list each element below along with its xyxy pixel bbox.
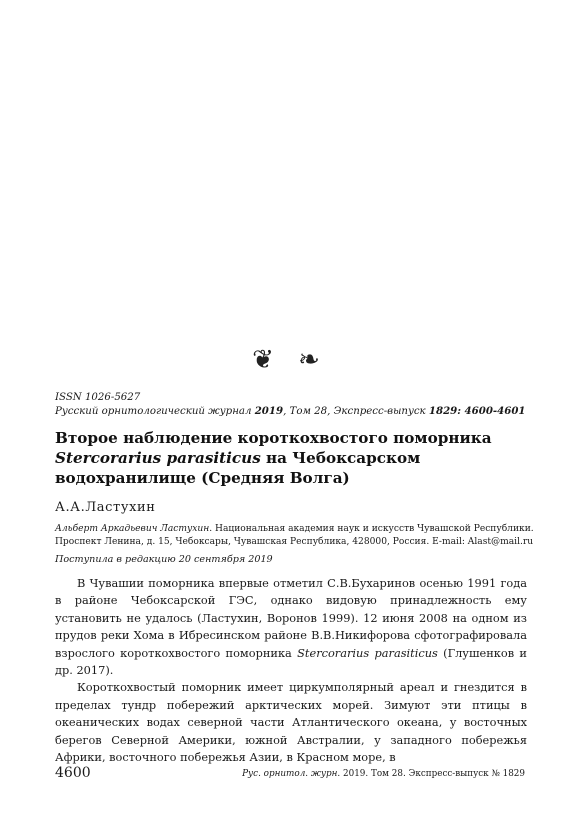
running-footer-issue: 2019. Том 28. Экспресс-выпуск № 1829 [340,769,525,779]
affiliation-full-name: Альберт Аркадьевич Ластухин [55,524,210,534]
running-footer-journal: Рус. орнитол. журн. [242,769,341,779]
article-body [55,575,527,766]
journal-pages: : 4600-4601 [457,405,526,417]
page-number: 4600 [55,765,91,781]
paragraph-1-citation: (Глушенков и др. 2017). [55,645,527,678]
journal-issue: 1829 [428,405,458,417]
title-line-3: водохранилище (Средняя Волга) [55,469,350,487]
journal-name: Русский орнитологический журнал [55,406,255,417]
journal-year: 2019 [254,405,284,417]
title-species-latin: Stercorarius parasiticus [55,449,261,467]
affiliation-address: Проспект Ленина, д. 15, Чебоксары, Чувашская Республика, 428000, Россия. E-mail: Alast@mail.ru [55,537,534,547]
paragraph-1-species-latin: Stercorarius parasiticus [297,645,438,660]
article-title [55,428,535,488]
journal-volume: , Том 28, Экспресс-выпуск [283,406,429,417]
author-affiliation [55,523,535,549]
issn-line [55,391,535,404]
title-line-2: на Чебоксарском [260,449,421,467]
paragraph-2: Короткохвостый поморник имеет циркумполярный ареал и гнездится в пределах тундр побережий арктических морей. Зимуют эти птицы в океанических водах северной части Атлантического океана, у восточных берегов Северной Америки, южной Австралии, у западного побережья Африки, восточного побережья Азии, в Красном море, в [55,680,527,765]
received-date: Поступила в редакцию 20 сентября 2019 [55,554,273,565]
author-name: А.А.Ластухин [55,500,156,515]
issn-text: ISSN 1026-5627 [55,392,141,403]
journal-citation-line [55,405,535,418]
running-footer [242,769,525,779]
paragraph-1-text: В Чувашии поморника впервые отметил С.В.Бухаринов осенью 1991 года в районе Чебоксарской ГЭС, однако видовую принадлежность ему установить не удалось (Ластухин, Воронов 1999). 12 июня 2008 на одном из прудов реки Хома в Ибресинском районе В.В.Никифорова сфотографировала взрослого короткохвостого поморника [55,576,527,660]
ornament-divider: ❦ ❧ [252,345,328,375]
title-line-1: Второе наблюдение короткохвостого поморника [55,429,492,447]
affiliation-institution: . Национальная академия наук и искусств Чувашской Республики. [209,524,534,534]
paragraph-1 [55,575,527,679]
